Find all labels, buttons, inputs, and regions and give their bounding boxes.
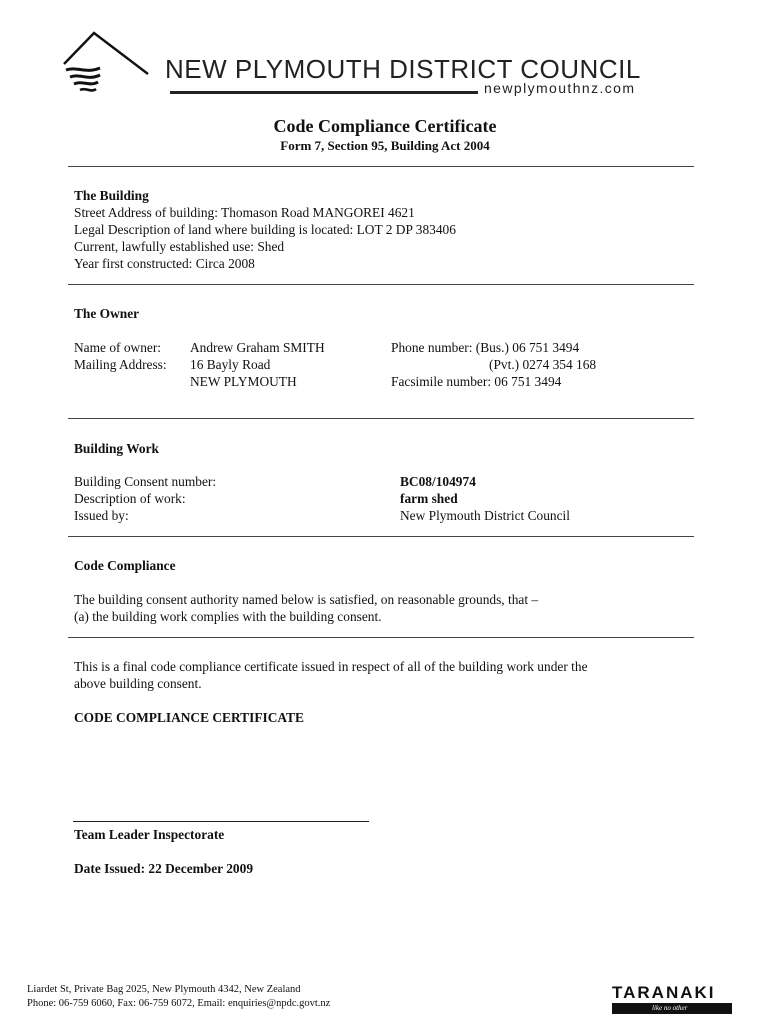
consent-number-value: BC08/104974 [400,474,476,489]
council-website: newplymouthnz.com [484,80,636,96]
mailing-address-label: Mailing Address: [74,357,167,372]
document-subtitle: Form 7, Section 95, Building Act 2004 [280,138,490,153]
document-title: Code Compliance Certificate [273,116,497,136]
date-issued: Date Issued: 22 December 2009 [74,861,254,876]
phone-private: (Pvt.) 0274 354 168 [489,357,597,372]
phone-business: Phone number: (Bus.) 06 751 3494 [391,340,580,355]
final-certificate-line2: above building consent. [74,676,202,691]
fax-number: Facsimile number: 06 751 3494 [391,374,562,389]
divider [68,536,694,537]
mailing-address-line1: 16 Bayly Road [190,357,271,372]
footer-contact [27,983,330,1010]
compliance-statement: The building consent authority named below is satisfied, on reasonable grounds, that – [74,592,539,607]
street-address: Street Address of building: Thomason Road MANGOREI 4621 [74,205,415,220]
signature-line [73,821,369,822]
council-name: NEW PLYMOUTH DISTRICT COUNCIL [165,54,641,84]
footer-phone-email: Phone: 06-759 6060, Fax: 06-759 6072, Email: enquiries@npdc.govt.nz [27,997,331,1009]
divider [68,284,694,285]
header-underline [170,91,478,94]
divider [68,166,694,167]
owner-heading: The Owner [74,306,140,321]
council-logo-icon [60,30,150,98]
building-heading: The Building [74,188,149,203]
year-constructed: Year first constructed: Circa 2008 [74,256,255,271]
divider [68,418,694,419]
consent-number-label: Building Consent number: [74,474,217,489]
current-use: Current, lawfully established use: Shed [74,239,285,254]
divider [68,637,694,638]
work-description-label: Description of work: [74,491,186,506]
footer-address: Liardet St, Private Bag 2025, New Plymouth 4342, New Zealand [27,984,301,995]
work-description-value: farm shed [400,491,458,506]
issued-by-label: Issued by: [74,508,129,523]
signatory-role: Team Leader Inspectorate [74,827,225,842]
owner-name-label: Name of owner: [74,340,162,355]
certificate-caps-title: CODE COMPLIANCE CERTIFICATE [74,710,304,725]
building-work-heading: Building Work [74,441,159,456]
issued-by-value: New Plymouth District Council [400,508,570,523]
final-certificate-line1: This is a final code compliance certificate issued in respect of all of the building work under the [74,659,588,674]
code-compliance-heading: Code Compliance [74,558,176,573]
legal-description: Legal Description of land where building is located: LOT 2 DP 383406 [74,222,456,237]
owner-name-value: Andrew Graham SMITH [190,340,325,355]
taranaki-tagline: like no other [652,1004,688,1012]
taranaki-logo: TARANAKI [612,983,716,1002]
mailing-address-line2: NEW PLYMOUTH [190,374,297,389]
compliance-clause-a: (a) the building work complies with the building consent. [74,609,382,624]
